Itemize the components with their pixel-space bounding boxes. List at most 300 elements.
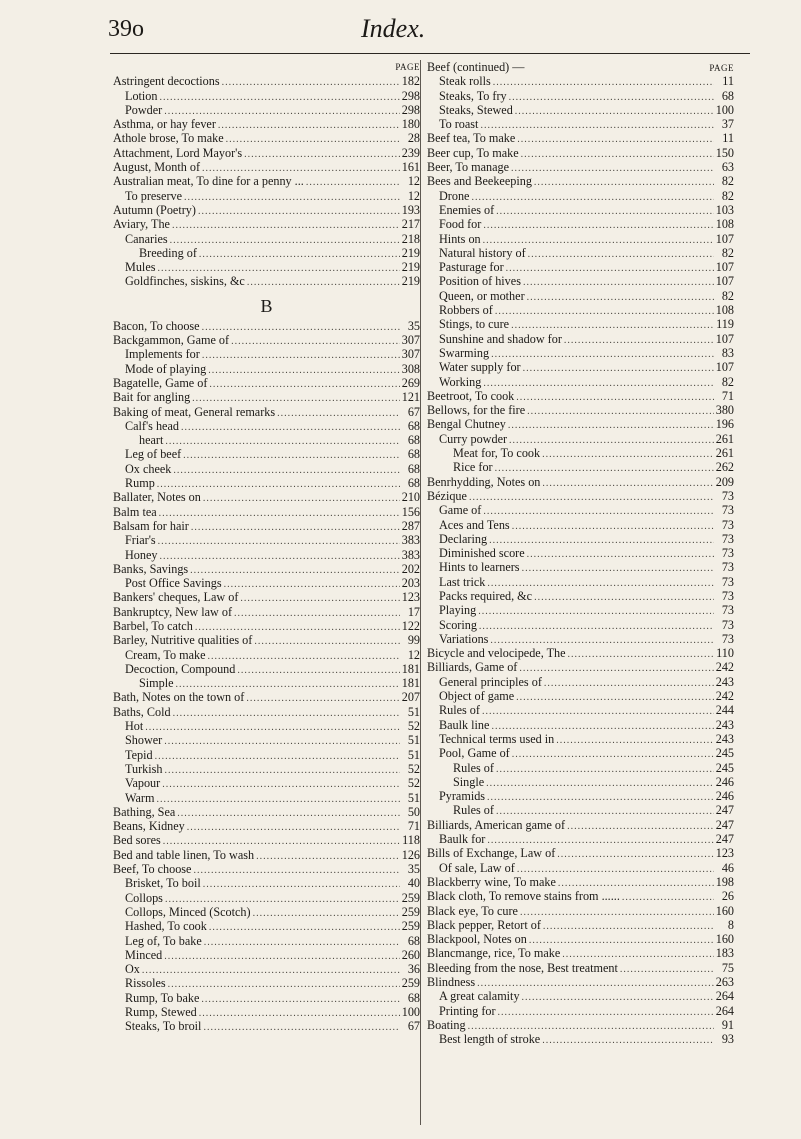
entry-label: Rules of — [439, 703, 480, 718]
index-entry — [113, 791, 420, 805]
index-entry — [427, 417, 734, 431]
entry-label: Rump, To bake — [125, 990, 200, 1005]
entry-page-number: 83 — [721, 345, 734, 360]
index-entry — [113, 131, 420, 145]
index-entry — [427, 546, 734, 560]
entry-label: Honey — [125, 547, 158, 562]
index-entry — [113, 962, 420, 976]
index-entry — [427, 818, 734, 832]
index-entry — [113, 862, 420, 876]
index-entry — [427, 618, 734, 632]
entry-page-number: 123 — [401, 590, 420, 605]
entry-page-number: 91 — [721, 1017, 734, 1032]
index-entry — [113, 505, 420, 519]
index-entry — [427, 375, 734, 389]
entry-page-number: 107 — [715, 360, 734, 375]
entry-label: Banks, Savings — [113, 561, 189, 576]
index-entry — [427, 89, 734, 103]
entry-page-number: 246 — [715, 789, 734, 804]
index-entry — [113, 203, 420, 217]
entry-label: Vapour — [125, 776, 161, 791]
index-entry — [427, 74, 734, 88]
entry-page-number: 207 — [401, 690, 420, 705]
entry-page-number: 244 — [715, 703, 734, 718]
index-entry — [427, 232, 734, 246]
entry-label: Bézique — [427, 488, 467, 503]
index-entry — [427, 1018, 734, 1032]
index-entry — [113, 648, 420, 662]
index-entry — [427, 317, 734, 331]
entry-label: Balsam for hair — [113, 518, 189, 533]
entry-page-number: 107 — [715, 260, 734, 275]
index-entry — [427, 1032, 734, 1046]
entry-page-number: 262 — [715, 460, 734, 475]
entry-label: Bagatelle, Game of — [113, 375, 208, 390]
entry-label: Beef, To choose — [113, 862, 192, 877]
entry-label: Printing for — [439, 1003, 496, 1018]
entry-page-number: 118 — [402, 833, 420, 848]
entry-page-number: 245 — [715, 746, 734, 761]
index-entry — [427, 575, 734, 589]
entry-label: Position of hives — [439, 274, 521, 289]
entry-page-number: 51 — [407, 733, 420, 748]
entry-label: Bed sores — [113, 833, 161, 848]
index-entry — [113, 117, 420, 131]
entry-label: Friar's — [125, 533, 156, 548]
index-entry — [427, 489, 734, 503]
entry-page-number: 51 — [407, 704, 420, 719]
index-entry — [427, 603, 734, 617]
entry-label: Hashed, To cook — [125, 919, 207, 934]
entry-page-number: 82 — [721, 288, 734, 303]
entry-page-number: 82 — [721, 188, 734, 203]
entry-label: Boating — [427, 1017, 466, 1032]
entry-label: Black cloth, To remove stains from ...... — [427, 889, 620, 904]
entry-label: Brisket, To boil — [125, 876, 201, 891]
index-entry — [113, 991, 420, 1005]
entry-page-number: 73 — [721, 631, 734, 646]
entry-page-number: 36 — [407, 962, 420, 977]
entry-page-number: 156 — [401, 504, 420, 519]
entry-label: Collops, Minced (Scotch) — [125, 904, 251, 919]
entry-label: Game of — [439, 503, 482, 518]
page-number: 39o — [108, 16, 144, 42]
entry-label: Playing — [439, 603, 477, 618]
entry-page-number: 93 — [721, 1032, 734, 1047]
index-entry — [113, 433, 420, 447]
index-entry — [113, 876, 420, 890]
entry-label: Natural history of — [439, 245, 526, 260]
index-entry — [113, 390, 420, 404]
index-entry — [113, 705, 420, 719]
index-entry — [113, 217, 420, 231]
entry-label: Calf's head — [125, 418, 179, 433]
index-entry — [427, 303, 734, 317]
entry-label: Packs required, &c — [439, 588, 533, 603]
entry-page-number: 287 — [401, 518, 420, 533]
index-entry — [113, 160, 420, 174]
page-column-label: PAGE — [709, 63, 734, 73]
index-entry — [427, 360, 734, 374]
entry-page-number: 183 — [715, 946, 734, 961]
index-entry — [113, 762, 420, 776]
index-entry — [427, 832, 734, 846]
index-entry — [113, 476, 420, 490]
entry-page-number: 242 — [715, 660, 734, 675]
entry-page-number: 119 — [716, 317, 734, 332]
index-entry — [427, 332, 734, 346]
entry-page-number: 46 — [721, 860, 734, 875]
entry-label: Stings, to cure — [439, 317, 510, 332]
index-entry — [113, 833, 420, 847]
index-entry — [427, 946, 734, 960]
entry-label: Shower — [125, 733, 163, 748]
index-entry — [113, 103, 420, 117]
entry-page-number: 259 — [401, 890, 420, 905]
entry-label: Enemies of — [439, 202, 495, 217]
index-entry — [427, 689, 734, 703]
entry-label: Best length of stroke — [439, 1032, 541, 1047]
entry-page-number: 35 — [407, 862, 420, 877]
entry-page-number: 246 — [715, 774, 734, 789]
entry-label: Powder — [125, 102, 163, 117]
entry-label: Breeding of — [139, 245, 197, 260]
index-entry — [113, 447, 420, 461]
entry-label: Curry powder — [439, 431, 508, 446]
entry-page-number: 100 — [401, 1005, 420, 1019]
index-entry — [113, 676, 420, 690]
entry-page-number: 68 — [407, 418, 420, 433]
entry-page-number: 17 — [407, 604, 420, 619]
entry-label: To preserve — [125, 188, 183, 203]
entry-page-number: 181 — [401, 676, 420, 691]
entry-label: Rump — [125, 476, 155, 491]
index-entry — [427, 246, 734, 260]
entry-page-number: 107 — [715, 331, 734, 346]
index-entry — [113, 490, 420, 504]
dot-leader — [203, 1019, 400, 1035]
entry-page-number: 243 — [715, 717, 734, 732]
entry-label: Steak rolls — [439, 74, 491, 89]
entry-label: Turkish — [125, 761, 163, 776]
index-entry — [427, 274, 734, 288]
entry-label: Minced — [125, 947, 163, 962]
entry-page-number: 73 — [721, 517, 734, 532]
entry-label: Hints to learners — [439, 560, 520, 575]
entry-page-number: 12 — [407, 174, 420, 189]
entry-label: Tepid — [125, 747, 153, 762]
column-divider — [420, 60, 421, 1125]
entry-label: Ox — [125, 962, 140, 977]
entry-page-number: 245 — [715, 760, 734, 775]
entry-label: Barbel, To catch — [113, 618, 193, 633]
right-column — [427, 60, 734, 1046]
entry-label: Rules of — [453, 803, 494, 818]
index-entry — [113, 533, 420, 547]
entry-page-number: 259 — [401, 904, 420, 919]
entry-page-number: 121 — [401, 390, 420, 405]
index-entry — [113, 246, 420, 260]
index-entry — [427, 632, 734, 646]
index-entry — [113, 976, 420, 990]
entry-label: Beef tea, To make — [427, 131, 516, 146]
entry-label: A great calamity — [439, 989, 520, 1004]
index-entry — [113, 619, 420, 633]
entry-page-number: 11 — [722, 74, 734, 89]
index-entry — [427, 961, 734, 975]
entry-label: Water supply for — [439, 360, 521, 375]
entry-label: Canaries — [125, 231, 168, 246]
entry-page-number: 150 — [715, 145, 734, 160]
entry-label: Rules of — [453, 760, 494, 775]
index-entry — [427, 803, 734, 817]
entry-label: Simple — [139, 676, 174, 691]
entry-label: Steaks, Stewed — [439, 102, 513, 117]
entry-page-number: 100 — [715, 102, 734, 117]
entry-label: Benrhydding, Notes on — [427, 474, 541, 489]
entry-label: Technical terms used in — [439, 731, 555, 746]
index-entry — [113, 934, 420, 948]
entry-label: General principles of — [439, 674, 542, 689]
index-entry — [113, 662, 420, 676]
entry-page-number: 196 — [715, 417, 734, 432]
entry-label: Bankruptcy, New law of — [113, 604, 233, 619]
index-entry — [427, 117, 734, 131]
entry-page-number: 68 — [721, 88, 734, 103]
entry-page-number: 103 — [715, 202, 734, 217]
continued-row — [427, 60, 734, 74]
entry-label: Rissoles — [125, 976, 166, 991]
entry-label: Hot — [125, 719, 144, 734]
entry-page-number: 218 — [401, 231, 420, 246]
index-entry — [113, 189, 420, 203]
entry-label: Asthma, or hay fever — [113, 117, 216, 132]
left-column — [113, 60, 420, 1034]
entry-label: To roast — [439, 117, 479, 132]
entry-page-number: 307 — [401, 333, 420, 348]
entry-page-number: 217 — [401, 217, 420, 232]
entry-page-number: 73 — [721, 603, 734, 618]
index-entry — [427, 789, 734, 803]
entry-label: Barley, Nutritive qualities of — [113, 633, 253, 648]
entry-page-number: 160 — [715, 903, 734, 918]
entry-label: Diminished score — [439, 546, 525, 561]
entry-label: Working — [439, 374, 482, 389]
entry-label: August, Month of — [113, 160, 201, 175]
index-entry — [113, 590, 420, 604]
index-entry — [427, 460, 734, 474]
index-entry — [113, 905, 420, 919]
entry-label: Baking of meat, General remarks — [113, 404, 276, 419]
entry-page-number: 110 — [716, 646, 734, 661]
index-entry — [113, 232, 420, 246]
entry-label: Pyramids — [439, 789, 486, 804]
index-entry — [113, 260, 420, 274]
entry-label: Bees and Beekeeping — [427, 174, 532, 189]
entry-label: Bath, Notes on the town of — [113, 690, 245, 705]
entry-page-number: 73 — [721, 503, 734, 518]
index-entry — [427, 889, 734, 903]
index-entry — [113, 848, 420, 862]
entry-label: Baths, Cold — [113, 704, 171, 719]
entry-page-number: 264 — [715, 989, 734, 1004]
index-entry — [427, 131, 734, 145]
index-entry — [427, 932, 734, 946]
entry-page-number: 52 — [407, 761, 420, 776]
entry-label: Goldfinches, siskins, &c — [125, 274, 245, 289]
entry-label: Blancmange, rice, To make — [427, 946, 561, 961]
entry-page-number: 243 — [715, 731, 734, 746]
entry-label: Leg of, To bake — [125, 933, 202, 948]
header-rule — [110, 53, 750, 54]
index-entry — [427, 389, 734, 403]
continued-heading: Beef (continued) — — [427, 60, 525, 74]
entry-label: Lotion — [125, 88, 158, 103]
entry-page-number: 161 — [401, 160, 420, 175]
entry-label: Single — [453, 774, 485, 789]
entry-page-number: 181 — [401, 661, 420, 676]
index-entry — [113, 333, 420, 347]
index-entry — [113, 74, 420, 88]
dot-leader — [542, 1032, 714, 1048]
entry-page-number: 52 — [407, 719, 420, 734]
index-entry — [113, 347, 420, 361]
entry-page-number: 242 — [715, 689, 734, 704]
entry-label: Beans, Kidney — [113, 819, 185, 834]
index-entry — [427, 660, 734, 674]
entry-label: Athole brose, To make — [113, 131, 224, 146]
entry-page-number: 68 — [407, 990, 420, 1005]
entry-label: Rice for — [453, 460, 493, 475]
index-entry — [113, 605, 420, 619]
index-entry — [113, 891, 420, 905]
entry-page-number: 298 — [401, 102, 420, 117]
entry-page-number: 73 — [721, 574, 734, 589]
index-entry — [427, 346, 734, 360]
entry-page-number: 383 — [401, 547, 420, 562]
entry-page-number: 51 — [407, 790, 420, 805]
entry-label: Baulk for — [439, 832, 486, 847]
index-entry — [427, 174, 734, 188]
entry-label: heart — [139, 433, 164, 448]
entry-label: Declaring — [439, 531, 488, 546]
entry-page-number: 160 — [715, 932, 734, 947]
entry-label: Billiards, American game of — [427, 817, 566, 832]
index-entry — [113, 519, 420, 533]
index-entry — [427, 875, 734, 889]
entry-page-number: 307 — [401, 347, 420, 362]
entry-page-number: 51 — [407, 747, 420, 762]
index-entry — [427, 904, 734, 918]
entry-label: Steaks, To fry — [439, 88, 507, 103]
entry-page-number: 203 — [401, 576, 420, 591]
entry-page-number: 50 — [407, 804, 420, 819]
entry-page-number: 180 — [401, 117, 420, 132]
entry-page-number: 383 — [401, 533, 420, 548]
index-entry — [427, 260, 734, 274]
entry-label: Bengal Chutney — [427, 417, 506, 432]
entry-page-number: 82 — [721, 374, 734, 389]
entry-page-number: 73 — [721, 546, 734, 561]
entry-label: Beer, To manage — [427, 160, 510, 175]
entry-label: Decoction, Compound — [125, 661, 236, 676]
index-entry — [113, 419, 420, 433]
index-entry — [113, 1019, 420, 1033]
entry-label: Bathing, Sea — [113, 804, 176, 819]
index-entry — [113, 562, 420, 576]
entry-label: Mules — [125, 260, 156, 275]
entry-label: Blindness — [427, 975, 476, 989]
index-entry — [113, 690, 420, 704]
entry-page-number: 67 — [407, 1019, 420, 1034]
entry-page-number: 107 — [715, 274, 734, 289]
entry-page-number: 298 — [401, 88, 420, 103]
index-entry — [113, 462, 420, 476]
index-entry — [113, 319, 420, 333]
entry-page-number: 73 — [721, 488, 734, 503]
entry-page-number: 260 — [401, 947, 420, 962]
entry-page-number: 73 — [721, 531, 734, 546]
entry-page-number: 28 — [407, 131, 420, 146]
entry-page-number: 263 — [715, 975, 734, 989]
entry-page-number: 259 — [401, 976, 420, 991]
entry-page-number: 71 — [721, 388, 734, 403]
index-entry — [427, 503, 734, 517]
index-entry — [427, 732, 734, 746]
index-entry — [113, 576, 420, 590]
entry-page-number: 261 — [715, 431, 734, 446]
index-entry — [113, 733, 420, 747]
index-entry — [427, 103, 734, 117]
entry-page-number: 308 — [401, 361, 420, 376]
entry-page-number: 11 — [722, 131, 734, 146]
entry-label: Robbers of — [439, 303, 493, 318]
entry-page-number: 198 — [715, 874, 734, 889]
index-entry — [427, 446, 734, 460]
index-entry — [427, 403, 734, 417]
entry-page-number: 52 — [407, 776, 420, 791]
index-entry — [427, 746, 734, 760]
entry-label: Ballater, Notes on — [113, 490, 201, 505]
index-entry — [113, 376, 420, 390]
entry-label: Food for — [439, 217, 482, 232]
entry-label: Leg of beef — [125, 447, 182, 462]
index-entry — [113, 719, 420, 733]
index-entry — [427, 146, 734, 160]
entry-label: Sunshine and shadow for — [439, 331, 562, 346]
index-entry — [427, 217, 734, 231]
index-entry — [427, 532, 734, 546]
entry-page-number: 202 — [401, 561, 420, 576]
index-entry — [427, 861, 734, 875]
entry-label: Backgammon, Game of — [113, 333, 230, 348]
entry-label: Of sale, Law of — [439, 860, 515, 875]
entry-page-number: 122 — [401, 618, 420, 633]
entry-page-number: 108 — [715, 217, 734, 232]
entry-page-number: 219 — [401, 260, 420, 275]
index-entry — [113, 274, 420, 288]
index-entry — [113, 805, 420, 819]
entry-label: Beer cup, To make — [427, 145, 519, 160]
entry-page-number: 12 — [407, 188, 420, 203]
entry-label: Beetroot, To cook — [427, 388, 515, 403]
entry-page-number: 26 — [721, 889, 734, 904]
entry-label: Queen, or mother — [439, 288, 525, 303]
index-entry — [113, 776, 420, 790]
entry-page-number: 264 — [715, 1003, 734, 1018]
index-entry — [113, 174, 420, 188]
entry-page-number: 63 — [721, 160, 734, 175]
